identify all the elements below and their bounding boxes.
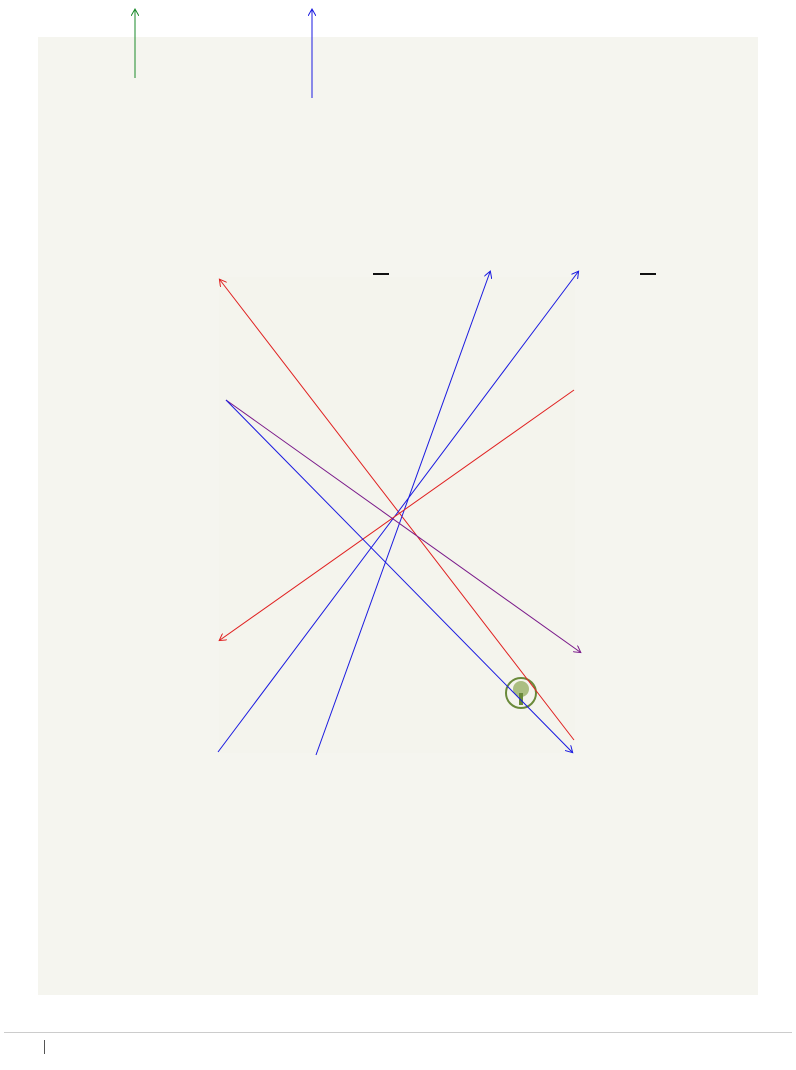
legend-separator	[4, 1032, 792, 1033]
chart-board	[38, 37, 758, 995]
tree-icon	[481, 673, 561, 713]
kabala-logo	[481, 673, 561, 733]
triet-badge	[373, 273, 389, 275]
tuan-badge	[640, 273, 656, 275]
legend	[34, 1040, 766, 1060]
legend-divider	[44, 1040, 45, 1054]
center-panel	[219, 277, 575, 753]
